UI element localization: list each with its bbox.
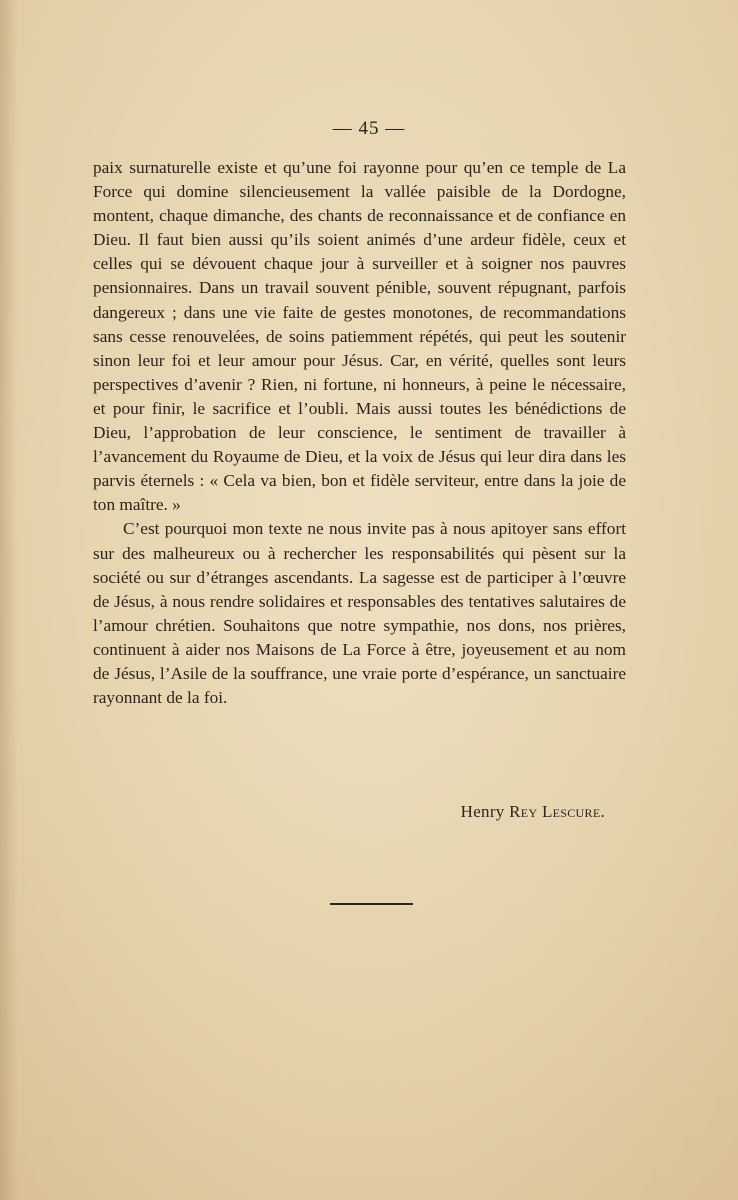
signature-surname: Rey Lescure. [509, 802, 605, 821]
signature-first-name: Henry [460, 802, 505, 821]
body-text [93, 156, 626, 710]
signature [461, 802, 605, 822]
page-number: — 45 — [332, 118, 406, 139]
paragraph-1: paix surnaturelle existe et qu’une foi rayonne pour qu’en ce temple de La Force qui domine silencieusement la vallée paisible de la Dordogne, montent, chaque dimanche, des chants de reconnaissance et de confiance en Dieu. Il faut bien aussi qu’ils soient animés d’une ardeur fidèle, ceux et celles qui se dévouent chaque jour à surveiller et à soigner nos pauvres pensionnaires. Dans un travail souvent pénible, souvent répugnant, parfois dangereux ; dans une vie faite de gestes monotones, de recommandations sans cesse renouvelées, de soins patiemment répétés, qui peut les soutenir sinon leur foi et leur amour pour Jésus. Car, en vérité, quelles sont leurs perspectives d’avenir ? Rien, ni fortune, ni honneurs, à peine le nécessaire, et pour finir, le sacrifice et l’oubli. Mais aussi toutes les bénédictions de Dieu, l’approbation de leur conscience, le sentiment de travailler à l’avancement du Royaume de Dieu, et la voix de Jésus qui leur dira dans les parvis éternels : « Cela va bien, bon et fidèle serviteur, entre dans la joie de ton maître. » [93, 158, 626, 515]
paragraph-2: C’est pourquoi mon texte ne nous invite pas à nous apitoyer sans effort sur des malheureux ou à rechercher les responsabilités qui pèsent sur la société ou sur d’étranges ascendants. La sagesse est de participer à l’œuvre de Jésus, à nous rendre solidaires et responsables des tentatives salutaires de l’amour chrétien. Souhaitons que notre sympathie, nos dons, nos prières, continuent à aider nos Maisons de La Force à être, joyeusement et au nom de Jésus, l’Asile de la souffrance, une vraie porte d’espérance, un sanctuaire rayonnant de la foi. [93, 519, 626, 708]
page-edge-shadow [0, 0, 18, 1200]
closing-rule [330, 903, 413, 905]
